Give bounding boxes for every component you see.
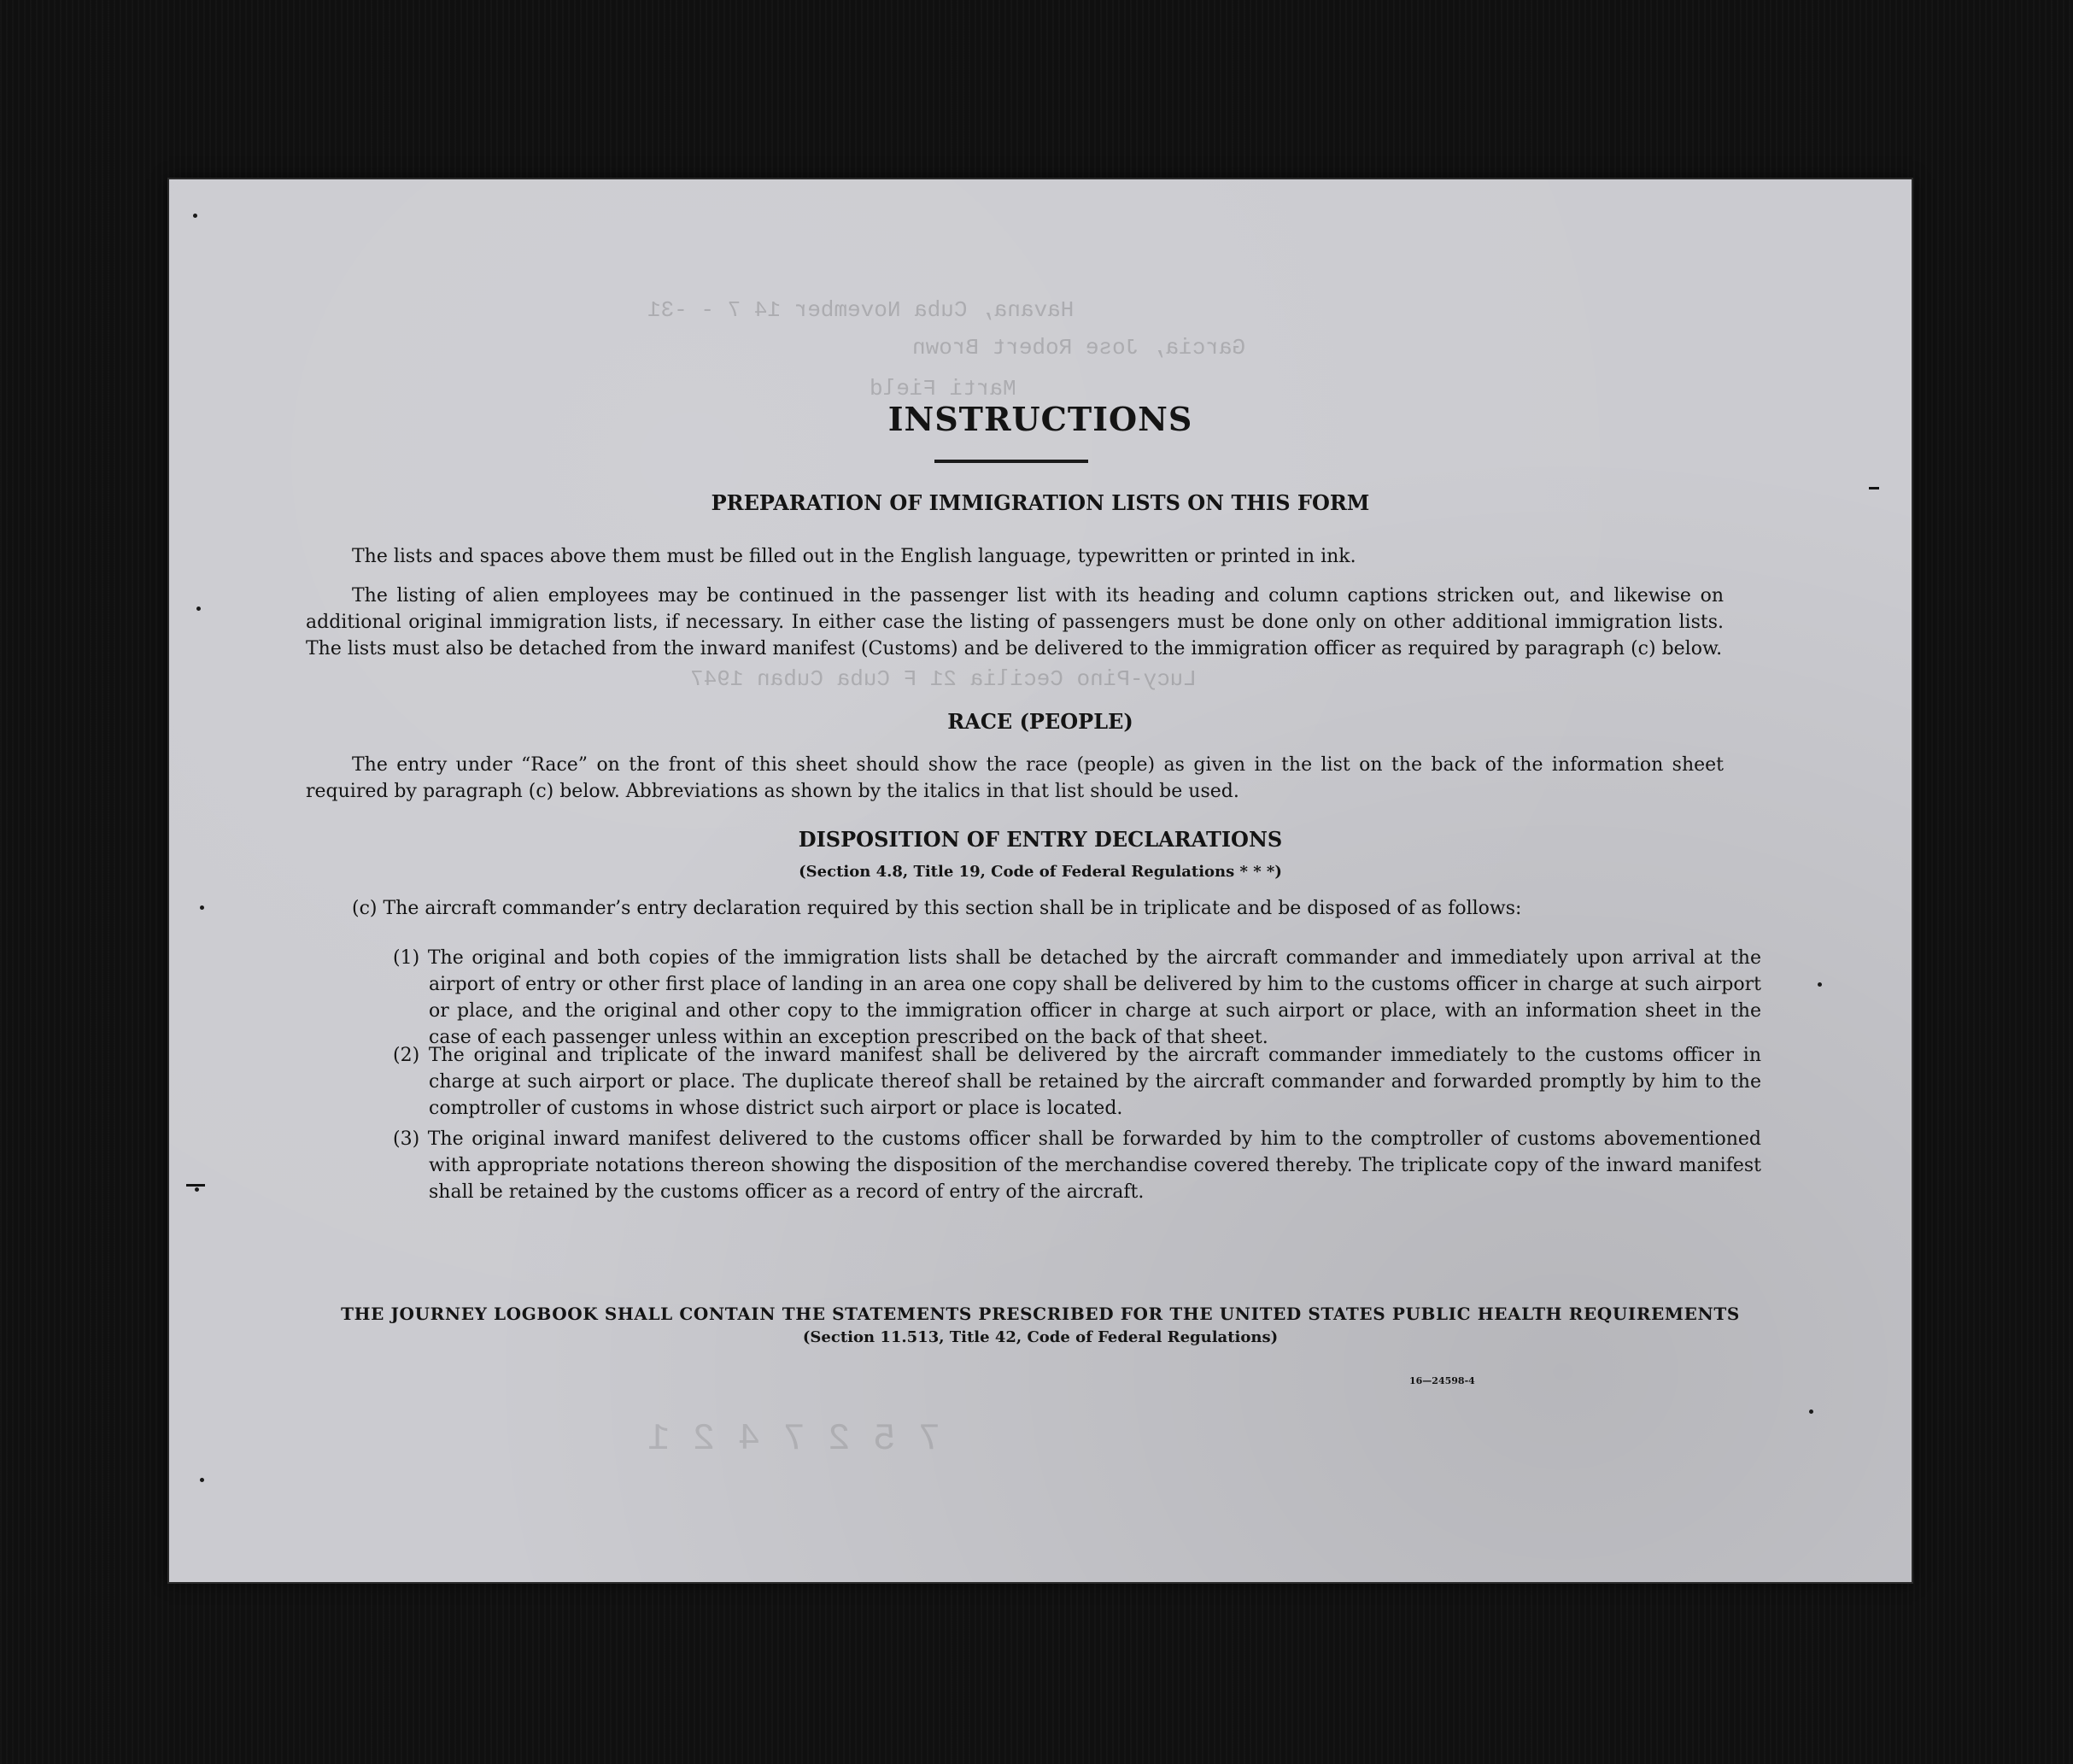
form-number: 16—24598-4 bbox=[1409, 1375, 1475, 1386]
scan-edge-mark bbox=[186, 1184, 205, 1187]
bleed-through-text: Lucy-Pino Cecilia 21 F Cuba Cuban 1947 bbox=[690, 666, 1197, 692]
scan-speck bbox=[200, 1478, 204, 1482]
clause-c: (c) The aircraft commander’s entry declaration required by this section shall be in triplicate and be disposed of as follows: bbox=[352, 898, 1522, 919]
disposition-item-1: (1) The original and both copies of the immigration lists shall be detached by the aircraft commander and immediately upon arrival at the airport of entry or other first place of landing in an area one copy shall be delivered by him to the customs officer in charge at such airport or place, and the original and other copy to the immigration officer in charge at such airport or place, with an information sheet in the case of each passenger unless within an exception prescribed on the back of that sheet. bbox=[393, 947, 1761, 1048]
preparation-paragraph-1: The lists and spaces above them must be filled out in the English language, typewritten or printed in ink. bbox=[352, 546, 1356, 567]
title-underline bbox=[934, 460, 1088, 463]
scan-speck bbox=[193, 214, 197, 218]
disposition-item-3: (3) The original inward manifest delivered to the customs officer shall be forwarded by him to the comptroller of customs abovementioned with appropriate notations thereon showing the disposition of the merchandise covered thereby. The triplicate copy of the inward manifest shall be retained by the customs officer as a record of entry of the aircraft. bbox=[393, 1128, 1761, 1203]
race-paragraph: The entry under “Race” on the front of this sheet should show the race (people) as given in the list on the back of the information sheet required by paragraph (c) below. Abbreviations as shown by the italics in that list should be used. bbox=[306, 754, 1724, 802]
bleed-through-text: 7 5 2 7 4 2 1 bbox=[647, 1418, 941, 1461]
section-heading-preparation: PREPARATION OF IMMIGRATION LISTS ON THIS FORM bbox=[711, 490, 1370, 515]
disposition-citation: (Section 4.8, Title 19, Code of Federal Regulations * * *) bbox=[799, 863, 1282, 881]
section-heading-race: RACE (PEOPLE) bbox=[947, 709, 1133, 734]
bleed-through-text: Garcia, Jose Robert Brown bbox=[912, 335, 1246, 360]
page-title: INSTRUCTIONS bbox=[887, 400, 1193, 438]
disposition-item-2: (2) The original and triplicate of the inward manifest shall be delivered by the aircraft commander immediately to the customs officer in charge at such airport or place. The duplicate thereof shall be retained by the aircraft commander and forwarded promptly by him to the comptroller of customs in whose district such airport or place is located. bbox=[393, 1045, 1761, 1119]
scan-edge-mark bbox=[1869, 487, 1879, 489]
document-page bbox=[169, 179, 1912, 1582]
section-heading-disposition: DISPOSITION OF ENTRY DECLARATIONS bbox=[798, 827, 1283, 852]
scan-speck bbox=[200, 905, 204, 910]
scan-speck bbox=[1818, 982, 1822, 987]
footer-citation: (Section 11.513, Title 42, Code of Federal Regulations) bbox=[802, 1328, 1279, 1346]
scan-speck bbox=[1809, 1409, 1813, 1414]
bleed-through-text: Havana, Cuba November 14 7 - -31 bbox=[647, 297, 1075, 323]
preparation-paragraph-2: The listing of alien employees may be continued in the passenger list with its heading and column captions stricken out, and likewise on additional original immigration lists, if necessary. In either case the listing of passengers must be done only on other additional immigration lists. The lists must also be detached from the inward manifest (Customs) and be delivered to the immigration officer as required by paragraph (c) below. bbox=[306, 585, 1724, 659]
scan-speck bbox=[195, 1187, 199, 1192]
scan-speck bbox=[196, 607, 201, 611]
footer-statement: THE JOURNEY LOGBOOK SHALL CONTAIN THE STATEMENTS PRESCRIBED FOR THE UNITED STATES PUBLIC HEALTH REQUIREMENTS bbox=[341, 1304, 1740, 1324]
bleed-through-text: Marti Field bbox=[870, 376, 1016, 401]
